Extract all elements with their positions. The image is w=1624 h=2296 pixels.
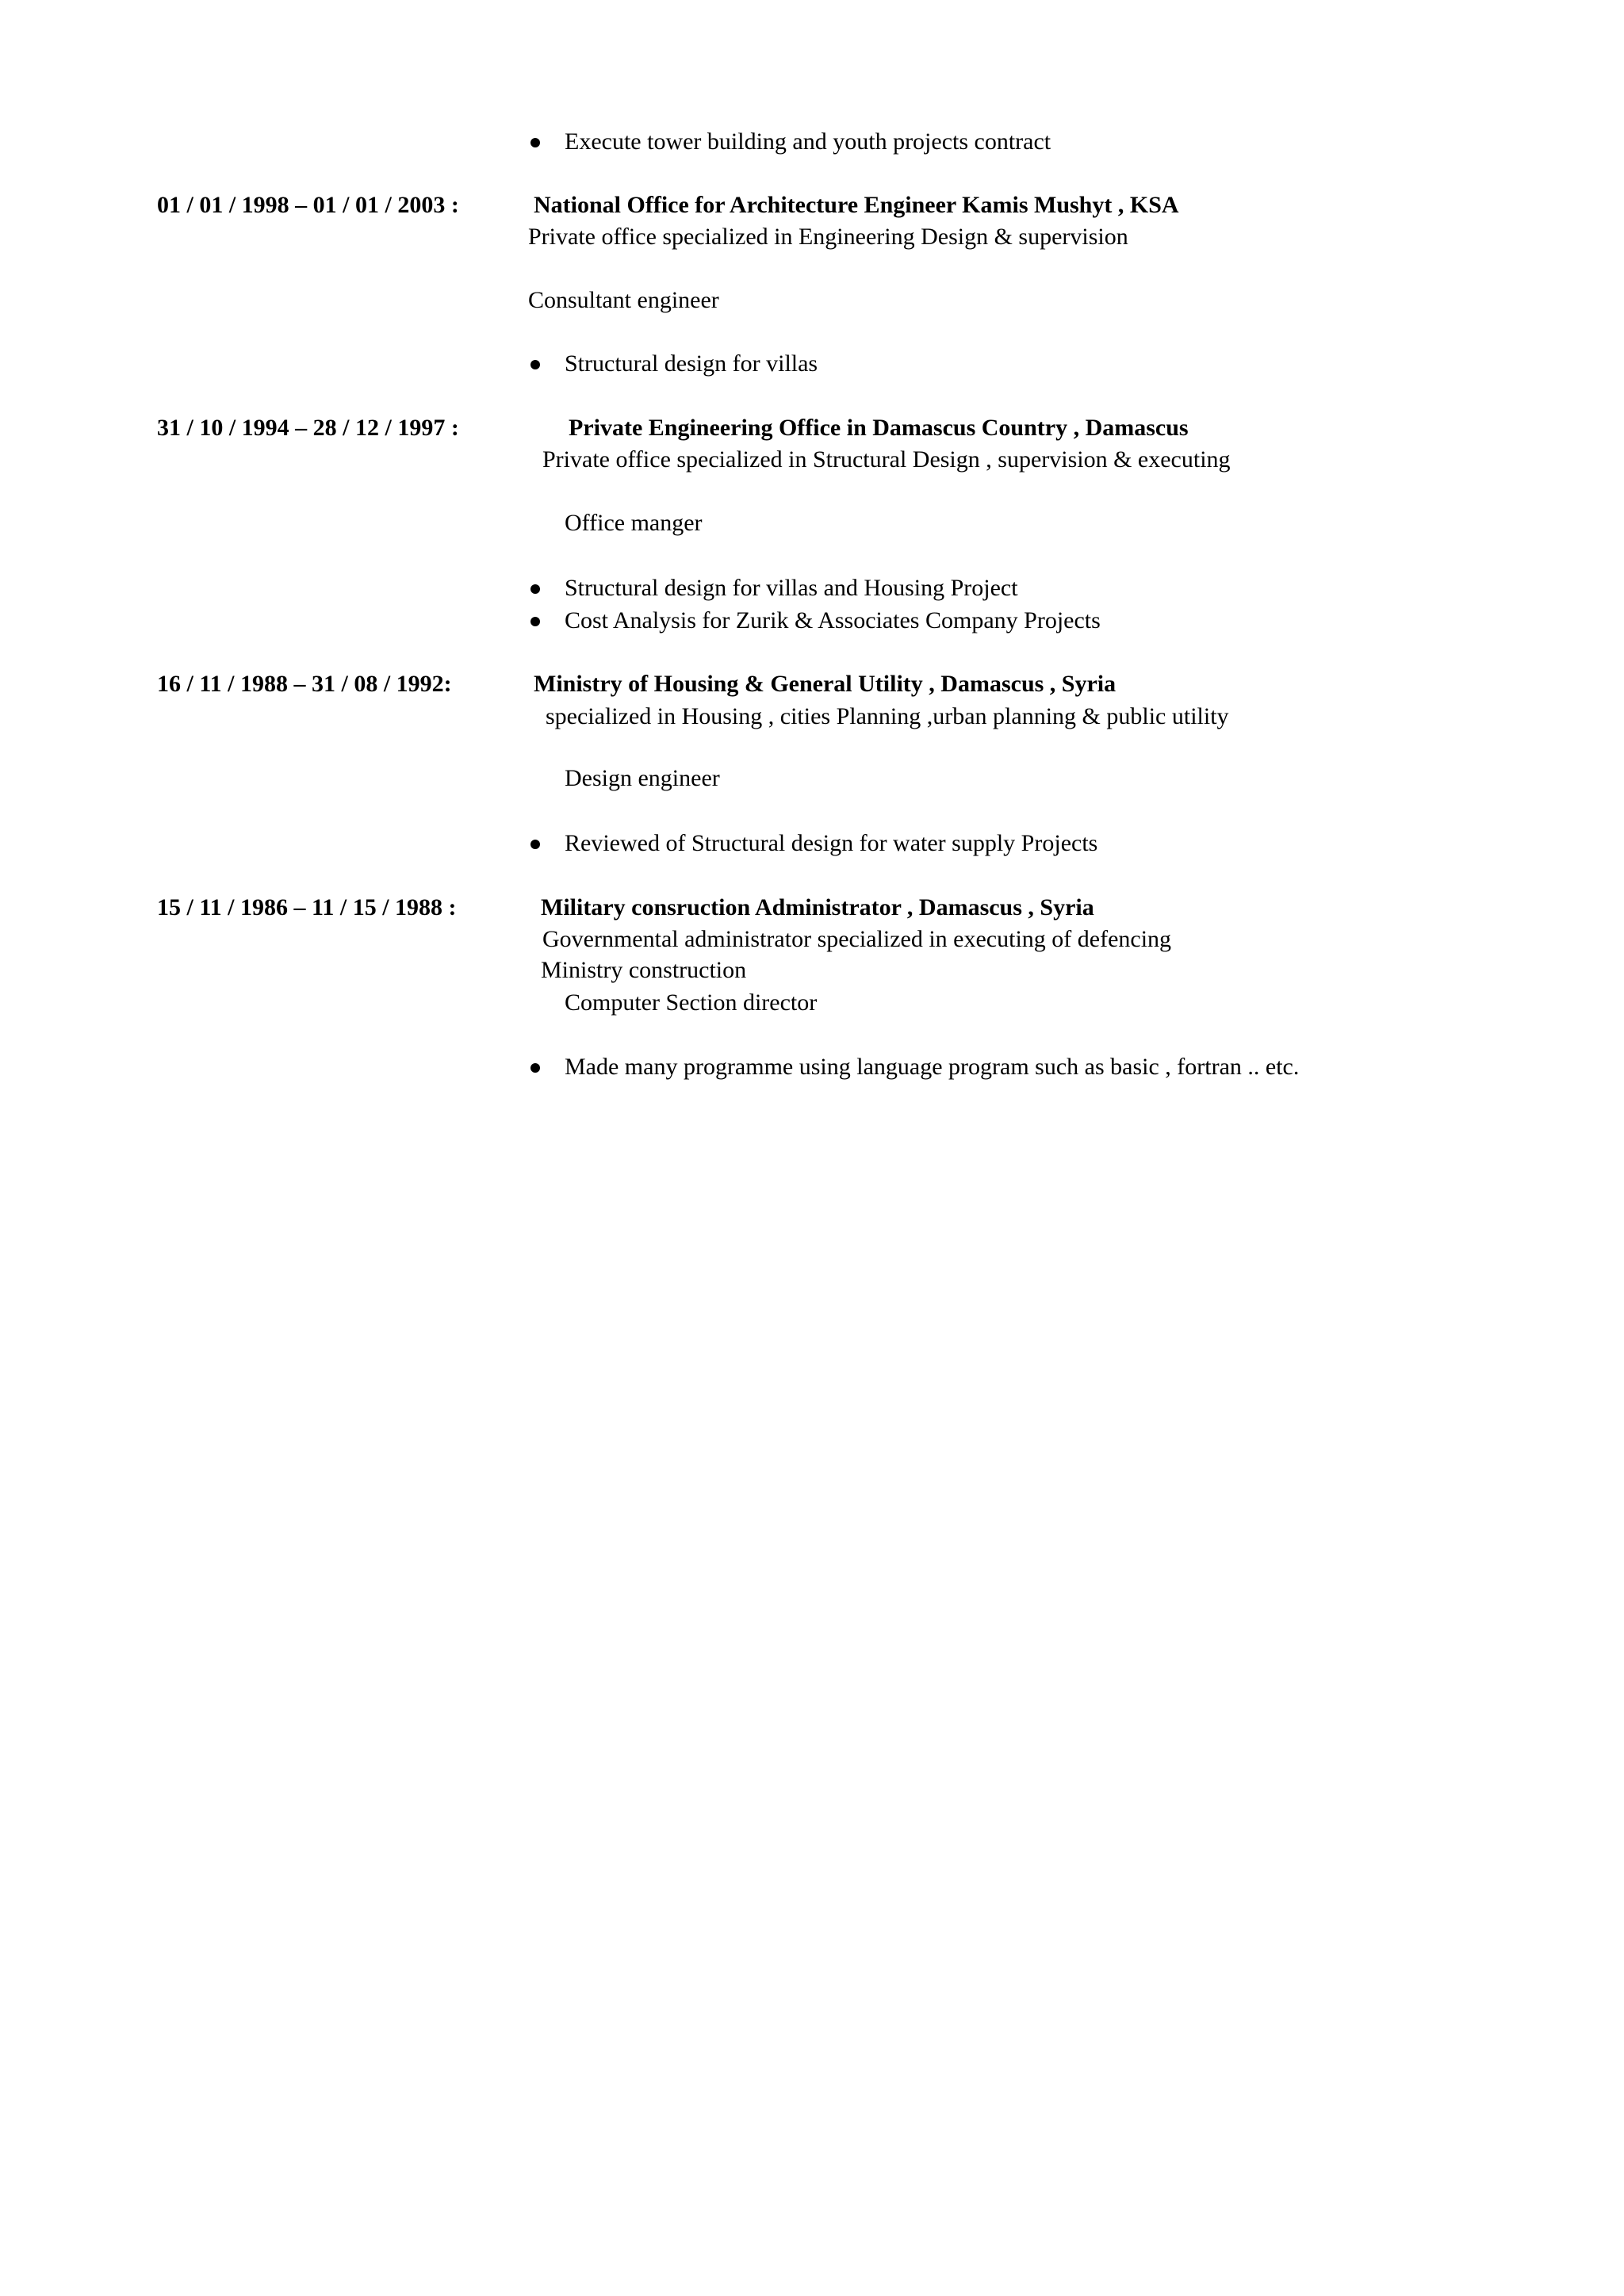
bullet-dot — [530, 138, 540, 147]
entry-2-bullet-1: Structural design for villas and Housing Project — [565, 575, 1018, 601]
entry-2-bullet-2: Cost Analysis for Zurik & Associates Company Projects — [565, 607, 1101, 633]
bullet-dot — [530, 840, 540, 849]
entry-4-role: Computer Section director — [565, 989, 818, 1016]
entry-4-employer: Military consruction Administrator , Damascus , Syria — [541, 894, 1094, 920]
entry-1-employer: National Office for Architecture Engineer Kamis Mushyt , KSA — [534, 192, 1179, 218]
bullet-dot — [530, 1063, 540, 1073]
bullet-dot — [530, 584, 540, 594]
entry-1-dates: 01 / 01 / 1998 – 01 / 01 / 2003 : — [157, 192, 459, 218]
entry-1-bullet-1: Structural design for villas — [565, 350, 818, 377]
entry-2-role: Office manger — [565, 510, 703, 536]
bullet-dot — [530, 360, 540, 369]
entry-2-employer: Private Engineering Office in Damascus Country , Damascus — [569, 415, 1189, 441]
entry-3-dates: 16 / 11 / 1988 – 31 / 08 / 1992: — [157, 671, 452, 697]
bullet-dot — [530, 617, 540, 626]
entry-1-role: Consultant engineer — [528, 287, 719, 313]
entry-3-bullet-1: Reviewed of Structural design for water supply Projects — [565, 830, 1098, 856]
entry-2-description: Private office specialized in Structural Design , supervision & executing — [542, 446, 1231, 473]
entry-3-description: specialized in Housing , cities Planning ,urban planning & public utility — [546, 703, 1229, 729]
entry-4-dates: 15 / 11 / 1986 – 11 / 15 / 1988 : — [157, 894, 457, 920]
entry-2-dates: 31 / 10 / 1994 – 28 / 12 / 1997 : — [157, 415, 459, 441]
entry-1-description: Private office specialized in Engineering Design & supervision — [528, 224, 1128, 250]
entry-3-employer: Ministry of Housing & General Utility , Damascus , Syria — [534, 671, 1116, 697]
entry-4-description-2: Ministry construction — [541, 957, 747, 983]
entry-4-description: Governmental administrator specialized in executing of defencing — [542, 926, 1172, 952]
entry-3-role: Design engineer — [565, 765, 720, 791]
entry-4-bullet-1: Made many programme using language program such as basic , fortran .. etc. — [565, 1054, 1300, 1080]
bullet-top: Execute tower building and youth projects contract — [565, 128, 1051, 155]
